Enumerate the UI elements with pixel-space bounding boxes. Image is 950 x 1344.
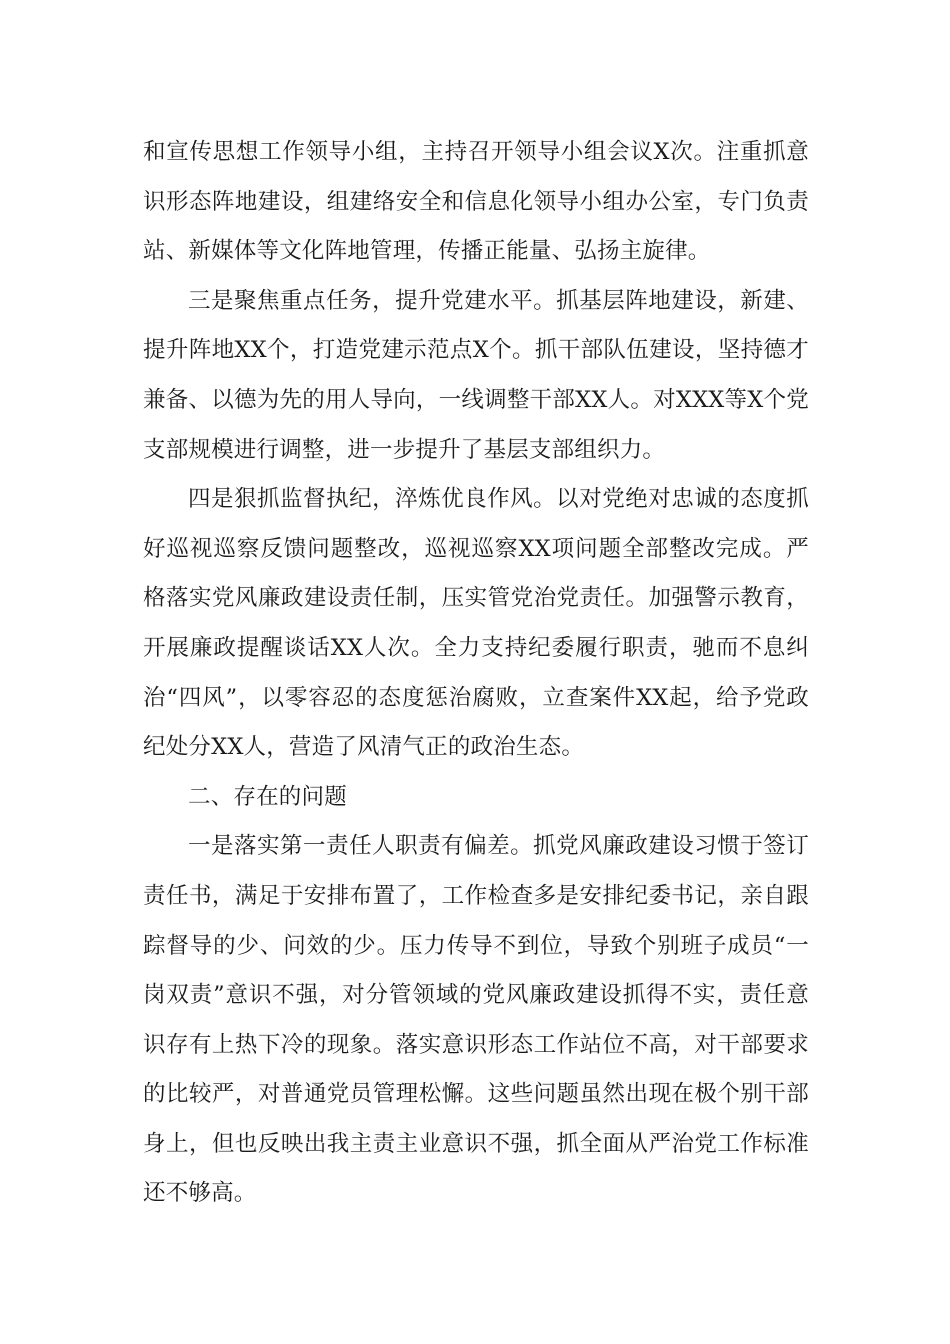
paragraph-continuation: 和宣传思想工作领导小组，主持召开领导小组会议X次。注重抓意识形态阵地建设，组建络安全和信息化领导小组办公室，专门负责站、新媒体等文化阵地管理，传播正能量、弘扬主旋律。: [143, 139, 809, 265]
paragraph-point-four: 四是狠抓监督执纪，淬炼优良作风。以对党绝对忠诚的态度抓好巡视巡察反馈问题整改，巡视巡察XX项问题全部整改完成。严格落实党风廉政建设责任制，压实管党治党责任。加强警示教育，开展廉政提醒谈话XX人次。全力支持纪委履行职责，驰而不息纠治“四风”，以零容忍的态度惩治腐败，立查案件XX起，给予党政纪处分XX人，营造了风清气正的政治生态。: [143, 486, 809, 761]
paragraph-point-three: 三是聚焦重点任务，提升党建水平。抓基层阵地建设，新建、提升阵地XX个，打造党建示范点X个。抓干部队伍建设，坚持德才兼备、以德为先的用人导向，一线调整干部XX人。对XXX等X个党支部规模进行调整，进一步提升了基层支部组织力。: [143, 287, 809, 463]
section-heading-problems: 二、存在的问题: [188, 783, 347, 810]
paragraph-problem-one: 一是落实第一责任人职责有偏差。抓党风廉政建设习惯于签订责任书，满足于安排布置了，工作检查多是安排纪委书记，亲自跟踪督导的少、问效的少。压力传导不到位，导致个别班子成员“一岗双责”意识不强，对分管领域的党风廉政建设抓得不实，责任意识存有上热下冷的现象。落实意识形态工作站位不高，对干部要求的比较严，对普通党员管理松懈。这些问题虽然出现在极个别干部身上，但也反映出我主责主业意识不强，抓全面从严治党工作标准还不够高。: [143, 833, 809, 1207]
document-body: [143, 128, 809, 1219]
